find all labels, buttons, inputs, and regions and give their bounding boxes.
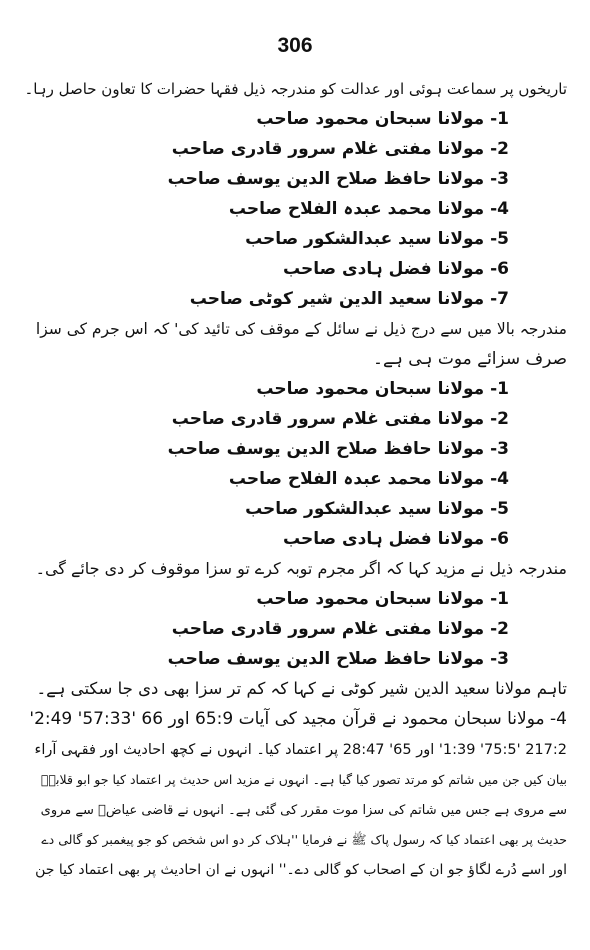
list-item: 3- مولانا حافظ صلاح الدین یوسف صاحب bbox=[167, 649, 509, 669]
page-body bbox=[22, 74, 567, 884]
intro-line bbox=[22, 74, 567, 104]
lesser-penalty-statement: تاہم مولانا سعید الدین شیر کوٹی نے کہا کہ کم تر سزا بھی دی جا سکتی ہے۔ bbox=[36, 679, 567, 698]
paragraph-line: حدیث پر بھی اعتماد کیا کہ رسول پاک ﷺ نے فرمایا ''ہلاک کر دو اس شخص کو جو پیغمبر کو گالی دے bbox=[41, 832, 567, 847]
lesser-penalty-line bbox=[22, 674, 567, 704]
paragraph-4 bbox=[22, 704, 567, 884]
paragraph-line: 217:2 '75:5' 1:39' اور 65' 28:47 پر اعتماد کیا۔ انہوں نے کچھ احادیث اور فقہی آراء bbox=[34, 742, 567, 758]
list-item: 1- مولانا سبحان محمود صاحب bbox=[256, 109, 509, 129]
paragraph-line: اور اسے دُرے لگاؤ جو ان کے اصحاب کو گالی دے۔'' انہوں نے ان احادیث پر بھی اعتماد کیا جن bbox=[35, 862, 567, 878]
intro-text: تاریخوں پر سماعت ہوئی اور عدالت کو مندرجہ ذیل فقہا حضرات کا تعاون حاصل رہا۔ bbox=[24, 80, 567, 98]
list-item: 4- مولانا محمد عبدہ الفلاح صاحب bbox=[228, 199, 509, 219]
support-statement-line bbox=[22, 314, 567, 344]
paragraph-line: سے مروی ہے جس میں شاتم کی سزا موت مقرر کی گئی ہے۔ انہوں نے قاضی عیاضؒ سے مروی bbox=[40, 803, 567, 818]
support-statement: مندرجہ بالا میں سے درج ذیل نے سائل کے موقف کی تائید کی' کہ اس جرم کی سزا bbox=[35, 320, 567, 338]
list-item: 3- مولانا حافظ صلاح الدین یوسف صاحب bbox=[167, 439, 509, 459]
scholars-repent-list bbox=[22, 584, 567, 674]
list-item: 7- مولانا سعید الدین شیر کوٹی صاحب bbox=[189, 289, 509, 309]
list-item: 1- مولانا سبحان محمود صاحب bbox=[256, 379, 509, 399]
list-item: 5- مولانا سید عبدالشکور صاحب bbox=[245, 229, 509, 249]
list-item: 5- مولانا سید عبدالشکور صاحب bbox=[245, 499, 509, 519]
paragraph-line: 4- مولانا سبحان محمود نے قرآن مجید کی آیات 65:9 اور 66 '57:33' 2:49' bbox=[29, 709, 567, 729]
support-statement-line bbox=[22, 344, 567, 374]
list-item: 2- مولانا مفتی غلام سرور قادری صاحب bbox=[171, 619, 509, 639]
list-item: 6- مولانا فضل ہادی صاحب bbox=[283, 529, 509, 549]
scholars-all-list bbox=[22, 104, 567, 314]
list-item: 6- مولانا فضل ہادی صاحب bbox=[283, 259, 509, 279]
repentance-statement-line bbox=[22, 554, 567, 584]
repentance-statement: مندرجہ ذیل نے مزید کہا کہ اگر مجرم توبہ کرے تو سزا موقوف کر دی جائے گی۔ bbox=[35, 559, 567, 578]
list-item: 3- مولانا حافظ صلاح الدین یوسف صاحب bbox=[167, 169, 509, 189]
support-statement-end: صرف سزائے موت ہی ہے۔ bbox=[373, 349, 567, 369]
page-number: 306 bbox=[277, 34, 313, 57]
list-item: 1- مولانا سبحان محمود صاحب bbox=[256, 589, 509, 609]
list-item: 2- مولانا مفتی غلام سرور قادری صاحب bbox=[171, 409, 509, 429]
list-item: 2- مولانا مفتی غلام سرور قادری صاحب bbox=[171, 139, 509, 159]
list-item: 4- مولانا محمد عبدہ الفلاح صاحب bbox=[228, 469, 509, 489]
paragraph-line: بیان کیں جن میں شاتم کو مرتد تصور کیا گیا ہے۔ انہوں نے مزید اس حدیث پر اعتماد کیا جو ابو قلابہؓ bbox=[41, 772, 567, 787]
scholars-support-list bbox=[22, 374, 567, 554]
